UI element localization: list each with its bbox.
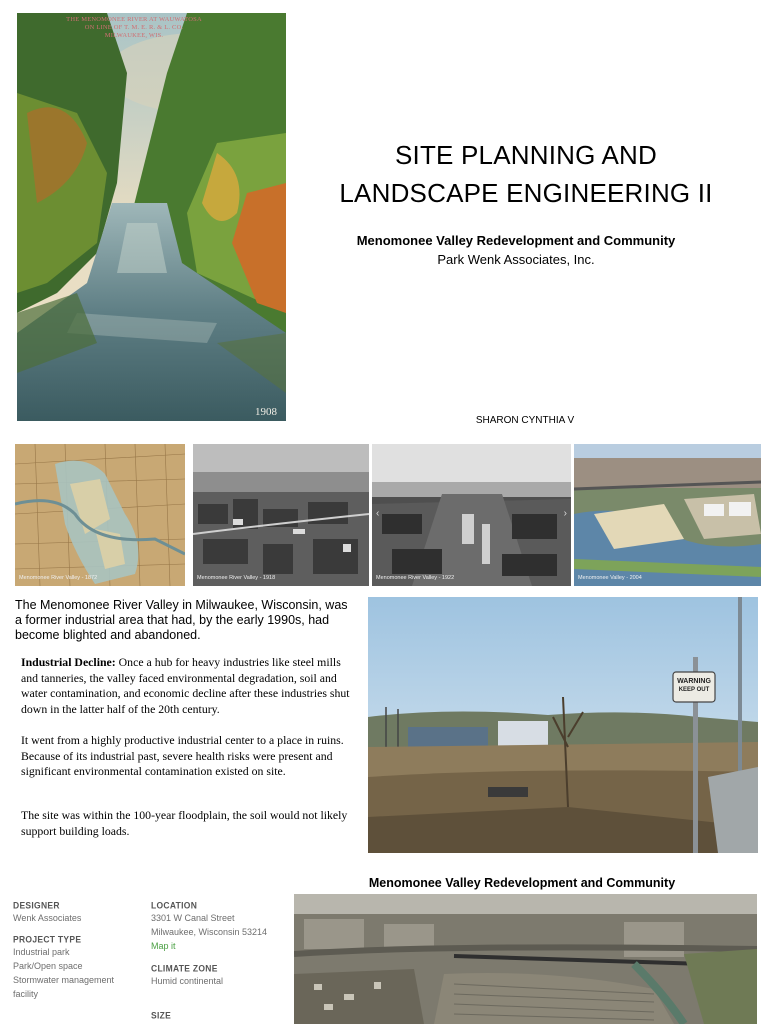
prev-arrow-icon: ‹: [376, 508, 380, 519]
info-column-right: [151, 900, 291, 1020]
photo-1918-image: [193, 444, 369, 586]
document-title: [316, 136, 736, 212]
strip-caption-4: Menomonee Valley - 2004: [578, 575, 642, 581]
strip-caption-2: Menomonee River Valley - 1918: [197, 575, 276, 581]
postcard-image-1908: [17, 13, 286, 421]
aerial-section-title: Menomonee Valley Redevelopment and Community: [368, 876, 676, 890]
location-line1: 3301 W Canal Street: [151, 913, 235, 923]
ruins-paragraph: It went from a highly productive industrial center to a place in ruins. Because of its industrial past, severe health risks were present and significant environmental contamination existed on site.: [21, 733, 344, 778]
map-1872-image: [15, 444, 185, 586]
photo-2004-image: [574, 444, 761, 586]
postcard-caption: [21, 16, 247, 40]
strip-caption-1: Menomonee River Valley - 1872: [19, 575, 98, 581]
title-line-2: LANDSCAPE ENGINEERING II: [339, 178, 713, 208]
postcard-caption-line2: ON LINE OF T. M. E. R. & L. CO.: [84, 24, 184, 31]
info-column-left: [13, 900, 148, 1001]
project-type-label: PROJECT TYPE: [13, 933, 82, 945]
designer-label: DESIGNER: [13, 899, 60, 911]
title-line-1: SITE PLANNING AND: [394, 140, 658, 170]
strip-caption-3: Menomonee River Valley - 1922: [376, 575, 455, 581]
warning-sign: [673, 677, 715, 695]
climate-zone-label: CLIMATE ZONE: [151, 962, 218, 974]
firm-name: Park Wenk Associates, Inc.: [437, 252, 595, 267]
aerial-photo: [294, 894, 757, 1024]
project-type-2: Park/Open space: [13, 961, 83, 971]
warning-sign-line2: KEEP OUT: [678, 687, 710, 693]
industrial-decline-paragraph: [21, 655, 351, 717]
postcard-caption-line1: THE MENOMONEE RIVER AT WAUWATOSA: [66, 16, 202, 23]
location-label: LOCATION: [151, 899, 198, 911]
designer-value: Wenk Associates: [13, 913, 82, 923]
warning-sign-line1: WARNING: [677, 678, 711, 685]
project-name: Menomonee Valley Redevelopment and Community: [356, 233, 676, 248]
industrial-decline-text: Once a hub for heavy industries like steel mills and tanneries, the valley faced environmental degradation, soil and water contamination, and economic decline after these industries shut down in the latter half of the 20th century.: [21, 655, 350, 716]
project-type-4: facility: [13, 989, 39, 999]
photo-1922-image: [372, 444, 571, 586]
project-type-3: Stormwater management: [13, 975, 115, 985]
brownfield-site-photo: [368, 597, 758, 853]
size-label: SIZE: [151, 1009, 172, 1021]
next-arrow-icon: ›: [563, 508, 567, 519]
climate-zone-value: Humid continental: [151, 976, 224, 986]
project-type-1: Industrial park: [13, 947, 70, 957]
postcard-year: 1908: [255, 406, 277, 418]
industrial-decline-label: Industrial Decline:: [21, 655, 116, 669]
map-it-link[interactable]: Map it: [151, 941, 176, 951]
floodplain-paragraph: The site was within the 100-year floodplain, the soil would not likely support building loads.: [21, 808, 348, 838]
intro-paragraph: The Menomonee River Valley in Milwaukee, Wisconsin, was a former industrial area that had, by the early 1990s, had become blighted and abandoned.: [15, 598, 348, 642]
postcard-caption-line3: MILWAUKEE, WIS.: [104, 32, 164, 39]
location-line2: Milwaukee, Wisconsin 53214: [151, 927, 268, 937]
author-name: SHARON CYNTHIA V: [475, 415, 575, 426]
